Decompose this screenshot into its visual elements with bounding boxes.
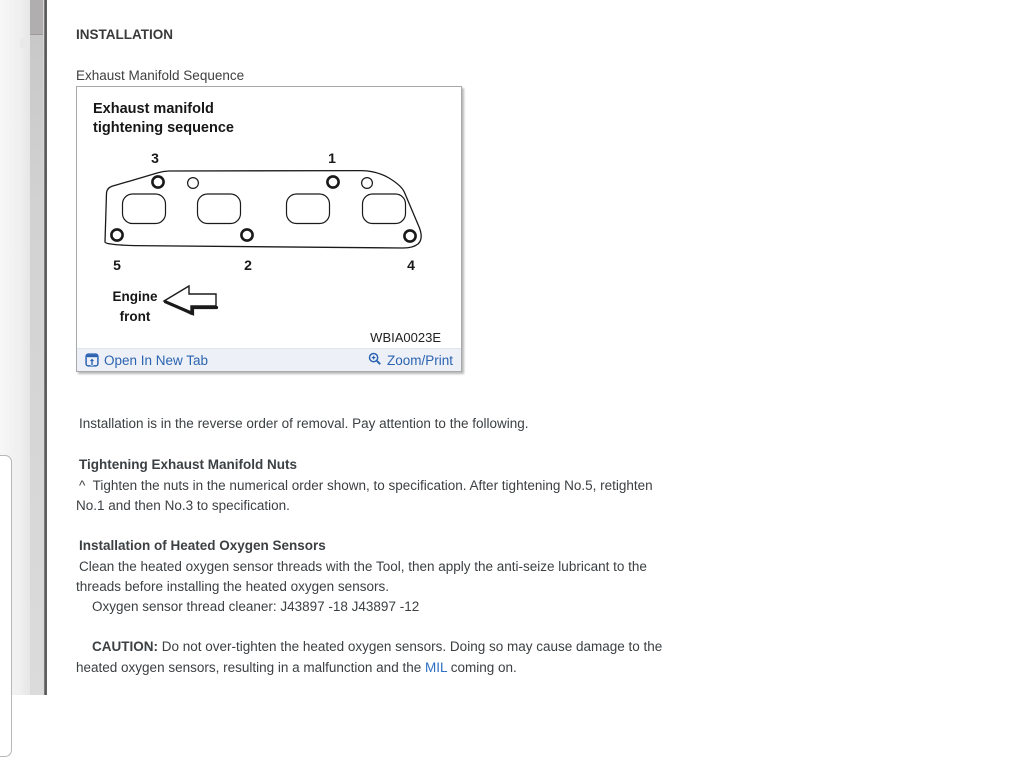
exhaust-port-1 <box>123 194 166 224</box>
engine-front-line2: front <box>119 309 151 324</box>
tightening-line2: No.1 and then No.3 to specification. <box>76 498 290 513</box>
caution-text-post: coming on. <box>447 660 517 675</box>
caution-line1 <box>76 637 662 657</box>
panel-divider <box>44 0 47 695</box>
caution-text-pre: heated oxygen sensors, resulting in a malfunction and the <box>76 660 425 675</box>
engine-front-label <box>95 287 175 327</box>
caution-text: Do not over-tighten the heated oxygen sensors. Doing so may cause damage to the <box>158 639 663 654</box>
thread-cleaner-line: Oxygen sensor thread cleaner: J43897 -18 J43897 -12 <box>92 599 420 614</box>
bolt-hole-1 <box>327 176 338 187</box>
sequence-number-1: 1 <box>328 150 336 166</box>
figure-toolbar <box>77 348 461 371</box>
diagram-title-line2: tightening sequence <box>93 120 234 136</box>
open-in-new-tab-link[interactable] <box>85 353 208 368</box>
engine-front-line1: Engine <box>112 289 158 304</box>
document-content <box>47 0 1015 695</box>
image-code: WBIA0023E <box>370 330 441 345</box>
caution-label: CAUTION: <box>92 639 158 654</box>
open-in-new-tab-label: Open In New Tab <box>104 352 209 368</box>
bolt-hole-3 <box>152 176 163 187</box>
exhaust-port-3 <box>287 194 330 224</box>
sensors-line2: threads before installing the heated oxygen sensors. <box>76 579 389 594</box>
bolt-hole-2 <box>241 229 252 240</box>
side-panel-notch <box>20 39 30 48</box>
tightening-heading: Tightening Exhaust Manifold Nuts <box>79 457 297 472</box>
sensors-heading: Installation of Heated Oxygen Sensors <box>79 538 326 553</box>
scrollbar-track[interactable] <box>30 0 43 695</box>
figure-caption: Exhaust Manifold Sequence <box>76 68 245 83</box>
sequence-number-2: 2 <box>244 257 252 273</box>
stud-hole <box>362 178 373 189</box>
zoom-print-label: Zoom/Print <box>386 352 453 368</box>
mil-link[interactable]: MIL <box>424 660 447 675</box>
zoom-print-link[interactable] <box>368 353 453 368</box>
manifold-figure-box <box>76 86 462 372</box>
sequence-number-5: 5 <box>113 257 121 273</box>
scrollbar-thumb[interactable] <box>30 0 43 35</box>
bolt-hole-4 <box>404 230 415 241</box>
section-heading: INSTALLATION <box>76 27 173 42</box>
intro-paragraph: Installation is in the reverse order of removal. Pay attention to the following. <box>79 416 529 431</box>
bolt-hole-5 <box>111 229 122 240</box>
offscreen-panel-edge <box>0 455 12 757</box>
caution-line2 <box>76 658 517 678</box>
sensors-line1: Clean the heated oxygen sensor threads with the Tool, then apply the anti-seize lubricant to the <box>79 559 647 574</box>
open-in-new-tab-icon <box>85 353 99 367</box>
stud-hole <box>188 178 199 189</box>
diagram-title-line1: Exhaust manifold <box>93 101 214 117</box>
sequence-number-4: 4 <box>407 257 415 273</box>
zoom-print-icon <box>368 352 382 366</box>
exhaust-port-4 <box>363 194 406 224</box>
tightening-line1: ^ Tighten the nuts in the numerical order shown, to specification. After tightening No.5, retighten <box>79 478 653 493</box>
sequence-number-3: 3 <box>151 150 159 166</box>
exhaust-port-2 <box>198 194 241 224</box>
